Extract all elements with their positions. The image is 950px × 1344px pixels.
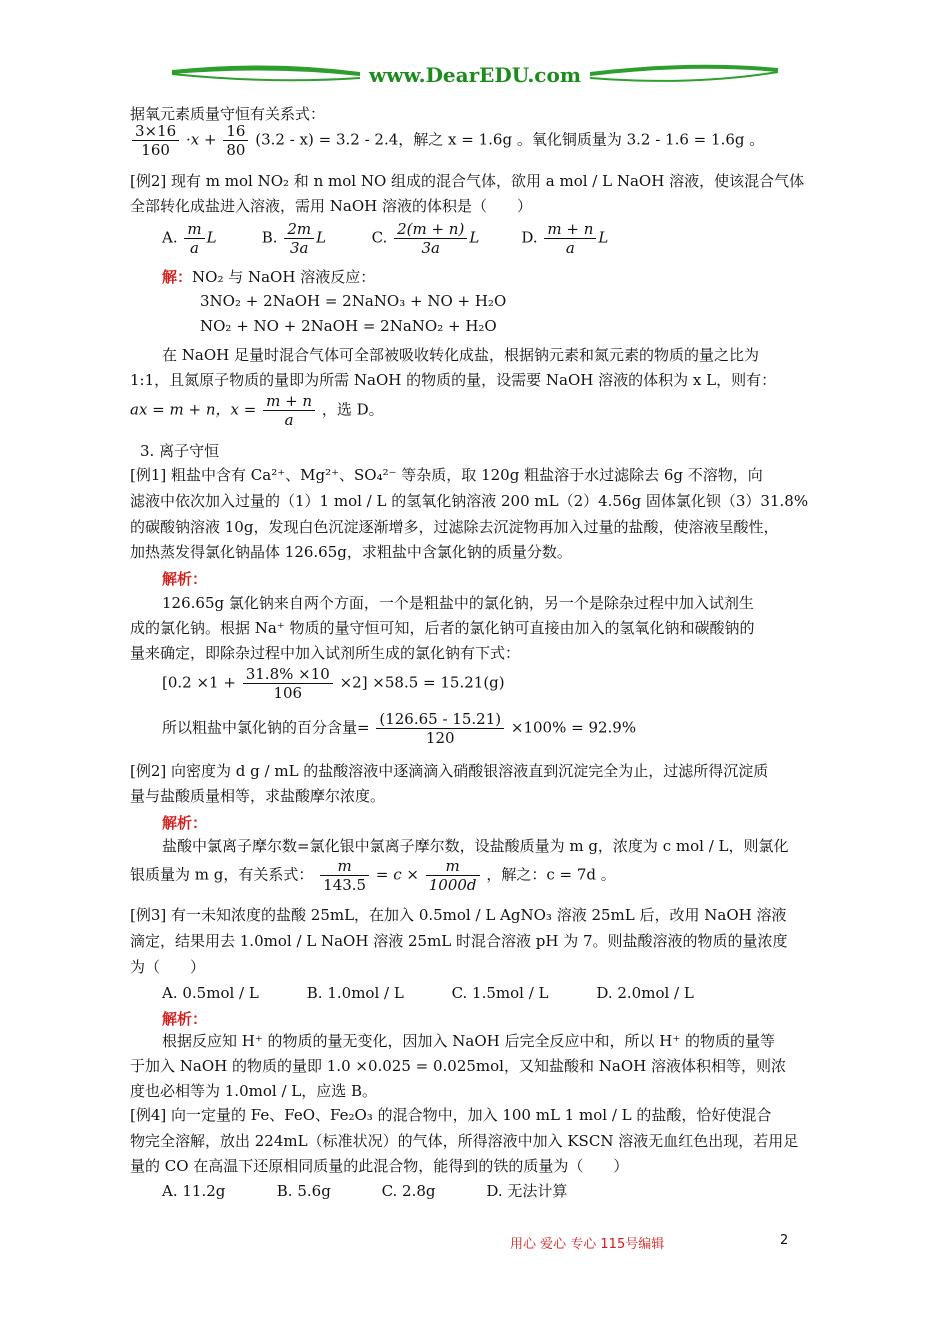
text-line: [例2] 向密度为 d g / mL 的盐酸溶液中逐滴滴入硝酸银溶液直到沉淀完全为止，过滤所得沉淀质 <box>130 762 769 780</box>
text-line: 滴定，结果用去 1.0mol / L NaOH 溶液 25mL 时混合溶液 pH 为 7。则盐酸溶液的物质的量浓度 <box>130 932 788 950</box>
text-line: 量与盐酸质量相等，求盐酸摩尔浓度。 <box>130 787 386 805</box>
option-row: A. 0.5mol / L B. 1.0mol / L C. 1.5mol / L D. 2.0mol / L <box>162 984 694 1002</box>
text-line: 度也必相等为 1.0mol / L，应选 B。 <box>130 1082 378 1100</box>
option-row: A. 11.2g B. 5.6g C. 2.8g D. 无法计算 <box>162 1182 568 1200</box>
text-line: 根据反应知 H⁺ 的物质的量无变化，因加入 NaOH 后完全反应中和，所以 H⁺ 的物质的量等 <box>162 1032 776 1050</box>
analysis-label: 解析： <box>162 814 208 832</box>
text-line: 于加入 NaOH 的物质的量即 1.0 ×0.025 = 0.025mol，又知盐酸和 NaOH 溶液体积相等，则浓 <box>130 1057 786 1075</box>
text-line: 126.65g 氯化钠来自两个方面，一个是粗盐中的氯化钠，另一个是除杂过程中加入试剂生 <box>162 594 754 612</box>
analysis-label: 解析： <box>162 1010 208 1028</box>
text-line: 为（ ） <box>130 958 206 976</box>
text-line: [例2] 现有 m mol NO₂ 和 n mol NO 组成的混合气体，欲用 a mol / L NaOH 溶液，使该混合气体 <box>130 172 805 190</box>
equation-line: ax = m + n，x = $\frac{m + n}{a}$ ，选 D。 <box>130 392 384 429</box>
option-row: A. $\frac{m}{a}$ L B. $\frac{2m}{3a}$ L C. $\frac{2(m + n)}{3a}$ L D. $\frac{m + n}{a}$ L <box>162 220 609 257</box>
solution-line: 解：NO₂ 与 NaOH 溶液反应： <box>162 268 376 286</box>
text-line: 量的 CO 在高温下还原相同质量的此混合物，能得到的铁的质量为（ ） <box>130 1157 629 1175</box>
footer-text: 用心 爱心 专心 115号编辑 <box>510 1237 665 1252</box>
text-line: 加热蒸发得氯化钠晶体 126.65g，求粗盐中含氯化钠的质量分数。 <box>130 543 572 561</box>
header-banner <box>170 58 780 98</box>
text-line: [例1] 粗盐中含有 Ca²⁺、Mg²⁺、SO₄²⁻ 等杂质，取 120g 粗盐溶于水过滤除去 6g 不溶物，向 <box>130 466 763 484</box>
equation-line: [0.2 ×1 + $\frac{31.8\% \times 10}{106}$ ×2] ×58.5 = 15.21(g) <box>162 665 505 702</box>
fraction: $\frac{16}{80}$ <box>223 122 248 159</box>
text-line: 据氧元素质量守恒有关系式： <box>130 105 326 123</box>
banner-swoosh-icon <box>170 58 780 98</box>
text-line: 物完全溶解，放出 224mL（标准状况）的气体，所得溶液中加入 KSCN 溶液无血红色出现，若用足 <box>130 1132 799 1150</box>
text-line: [例4] 向一定量的 Fe、FeO、Fe₂O₃ 的混合物中，加入 100 mL 1 mol / L 的盐酸，恰好使混合 <box>130 1106 772 1124</box>
text-line: 成的氯化钠。根据 Na⁺ 物质的量守恒可知，后者的氯化钠可直接由加入的氢氧化钠和碳酸钠的 <box>130 619 755 637</box>
page-number: 2 <box>780 1233 789 1248</box>
text-line: 在 NaOH 足量时混合气体可全部被吸收转化成盐，根据钠元素和氮元素的物质的量之比为 <box>162 346 759 364</box>
fraction: $\frac{3\times 16}{160}$ <box>132 122 179 159</box>
site-logo-text: www.DearEDU.com <box>368 63 582 87</box>
chem-equation: 3NO₂ + 2NaOH = 2NaNO₃ + NO + H₂O <box>200 292 507 310</box>
text-line: 全部转化成盐进入溶液，需用 NaOH 溶液的体积是（ ） <box>130 197 532 215</box>
text-line: 量来确定，即除杂过程中加入试剂所生成的氯化钠有下式： <box>130 644 521 662</box>
equation-line: 银质量为 m g，有关系式： $\frac{m}{143.5}$ = c × $\frac{m}{1000d}$ ，解之：c = 7d 。 <box>130 857 616 894</box>
chem-equation: NO₂ + NO + 2NaOH = 2NaNO₂ + H₂O <box>200 317 497 335</box>
text-line: [例3] 有一未知浓度的盐酸 25mL，在加入 0.5mol / L AgNO₃ 溶液 25mL 后，改用 NaOH 溶液 <box>130 906 787 924</box>
equation-line: 所以粗盐中氯化钠的百分含量= $\frac{(126.65 - 15.21)}{120}$ ×100% = 92.9% <box>162 710 637 747</box>
text-line: 滤液中依次加入过量的（1）1 mol / L 的氢氧化钠溶液 200 mL（2）4.56g 固体氯化钡（3）31.8% <box>130 492 809 510</box>
text-line: 的碳酸钠溶液 10g，发现白色沉淀逐渐增多，过滤除去沉淀物再加入过量的盐酸，使溶液呈酸性， <box>130 518 779 536</box>
text-line: 1:1，且氮原子物质的量即为所需 NaOH 的物质的量，设需要 NaOH 溶液的体积为 x L，则有： <box>130 371 777 389</box>
analysis-label: 解析： <box>162 570 208 588</box>
text-line: 盐酸中氯离子摩尔数=氯化银中氯离子摩尔数，设盐酸质量为 m g，浓度为 c mol / L，则氯化 <box>162 837 789 855</box>
section-heading: 3. 离子守恒 <box>140 442 220 460</box>
equation-line: $\frac{3\times 16}{160}$ ·x + $\frac{16}{80}$ (3.2 - x) = 3.2 - 2.4，解之 x = 1.6g 。氧化铜质量为 3.2 - 1.6 = 1.6g 。 <box>130 122 764 159</box>
